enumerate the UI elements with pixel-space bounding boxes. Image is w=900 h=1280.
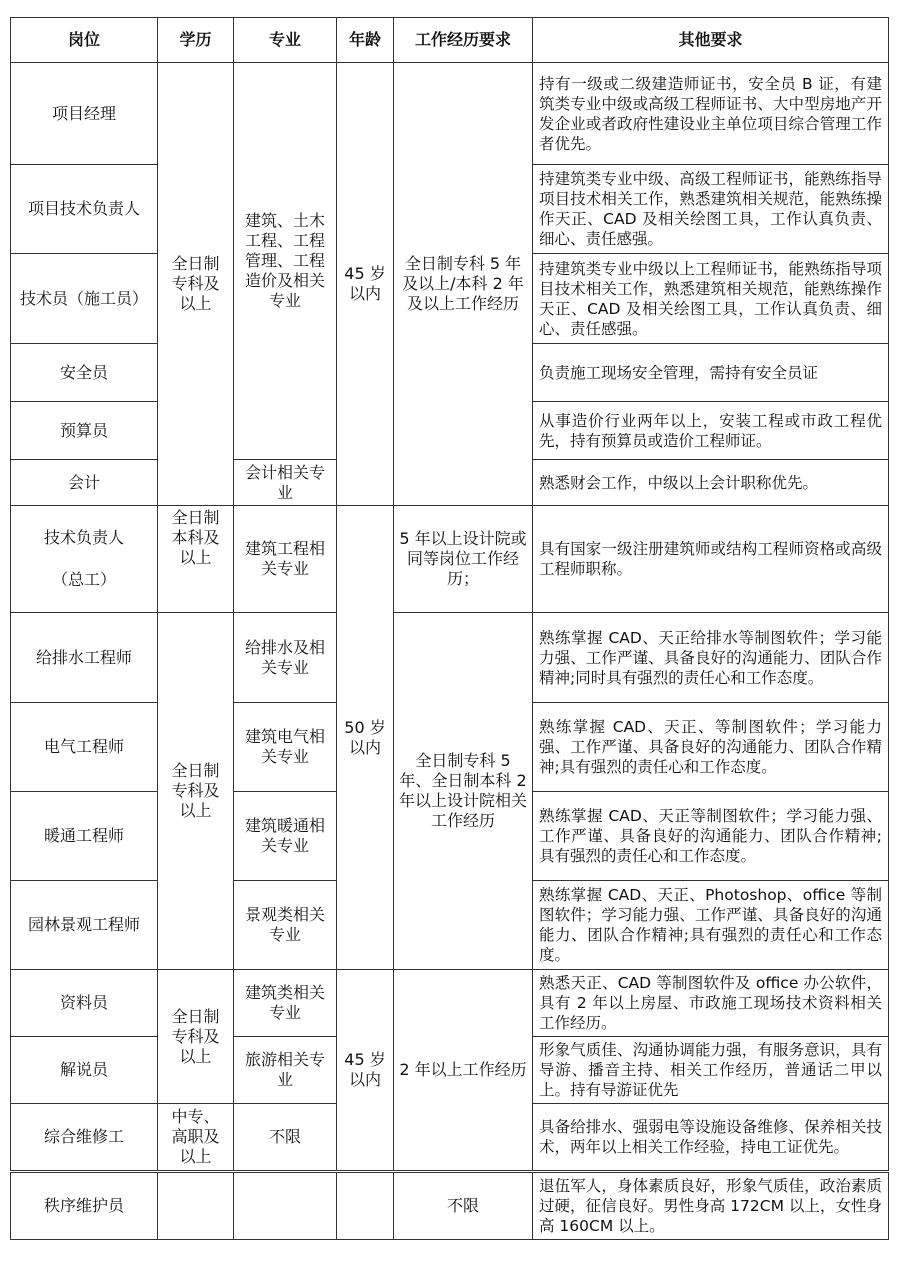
- table-row: [11, 506, 889, 613]
- education-cell: 全日制专科及以上: [158, 613, 234, 970]
- education-cell: [158, 1172, 234, 1240]
- other-cell: 持建筑类专业中级、高级工程师证书，能熟练指导项目技术相关工作，熟悉建筑相关规范，能熟练操作天正、CAD 及相关绘图工具，工作认真负责、细心、责任感强。: [533, 165, 889, 254]
- position-line: （总工）: [51, 570, 116, 589]
- position-cell: 资料员: [11, 970, 158, 1037]
- major-cell: 景观类相关专业: [234, 881, 337, 970]
- header-age: 年龄: [337, 18, 394, 63]
- major-cell: 建筑、土木工程、工程管理、工程造价及相关专业: [234, 63, 337, 460]
- other-cell: 形象气质佳、沟通协调能力强，有服务意识，具有导游、播音主持、相关工作经历，普通话二甲以上。持有导游证优先: [533, 1037, 889, 1104]
- other-cell: 持有一级或二级建造师证书，安全员 B 证，有建筑类专业中级或高级工程师证书、大中型房地产开发企业或者政府性建设业主单位项目综合管理工作者优先。: [533, 63, 889, 165]
- position-cell: 项目经理: [11, 63, 158, 165]
- other-cell: 负责施工现场安全管理，需持有安全员证: [533, 344, 889, 402]
- other-cell: 从事造价行业两年以上，安装工程或市政工程优先，持有预算员或造价工程师证。: [533, 402, 889, 460]
- age-cell: 50 岁以内: [337, 506, 394, 970]
- major-cell: 建筑电气相关专业: [234, 703, 337, 792]
- experience-cell: 全日制专科 5 年、全日制本科 2 年以上设计院相关工作经历: [394, 613, 533, 970]
- header-experience: 工作经历要求: [394, 18, 533, 63]
- header-row: [11, 18, 889, 63]
- header-education: 学历: [158, 18, 234, 63]
- experience-cell: 2 年以上工作经历: [394, 970, 533, 1172]
- major-cell: 建筑工程相关专业: [234, 506, 337, 613]
- position-cell: 项目技术负责人: [11, 165, 158, 254]
- other-cell: 具备给排水、强弱电等设施设备维修、保养相关技术，两年以上相关工作经验，持电工证优先。: [533, 1104, 889, 1172]
- age-cell: 45 岁以内: [337, 970, 394, 1172]
- position-cell: 会计: [11, 460, 158, 506]
- position-cell: 暖通工程师: [11, 792, 158, 881]
- position-cell: 安全员: [11, 344, 158, 402]
- major-cell: 会计相关专业: [234, 460, 337, 506]
- age-cell: 45 岁以内: [337, 63, 394, 506]
- position-cell: 综合维修工: [11, 1104, 158, 1172]
- requirements-table: [10, 17, 889, 1240]
- major-cell: 建筑暖通相关专业: [234, 792, 337, 881]
- other-cell: 熟悉财会工作，中级以上会计职称优先。: [533, 460, 889, 506]
- other-cell: 具有国家一级注册建筑师或结构工程师资格或高级工程师职称。: [533, 506, 889, 613]
- header-major: 专业: [234, 18, 337, 63]
- other-cell: 熟练掌握 CAD、天正给排水等制图软件；学习能力强、工作严谨、具备良好的沟通能力、团队合作精神;同时具有强烈的责任心和工作态度。: [533, 613, 889, 703]
- table-row: [11, 63, 889, 165]
- age-cell: [337, 1172, 394, 1240]
- table-row: [11, 613, 889, 703]
- position-cell: 电气工程师: [11, 703, 158, 792]
- table-row: [11, 1172, 889, 1240]
- experience-cell: 不限: [394, 1172, 533, 1240]
- experience-cell: 5 年以上设计院或同等岗位工作经历；: [394, 506, 533, 613]
- major-cell: 不限: [234, 1104, 337, 1172]
- education-cell: 全日制专科及以上: [158, 970, 234, 1104]
- other-cell: 持建筑类专业中级以上工程师证书，能熟练指导项目技术相关工作，熟悉建筑相关规范，能熟练操作天正、CAD 及相关绘图工具，工作认真负责、细心、责任感强。: [533, 254, 889, 344]
- other-cell: 退伍军人，身体素质良好，形象气质佳，政治素质过硬，征信良好。男性身高 172CM 以上，女性身高 160CM 以上。: [533, 1172, 889, 1240]
- position-cell: 给排水工程师: [11, 613, 158, 703]
- other-cell: 熟练掌握 CAD、天正等制图软件；学习能力强、工作严谨、具备良好的沟通能力、团队合作精神;具有强烈的责任心和工作态度。: [533, 792, 889, 881]
- major-cell: 给排水及相关专业: [234, 613, 337, 703]
- education-cell: 全日制本科及以上: [158, 506, 234, 613]
- education-cell: 全日制专科及以上: [158, 63, 234, 506]
- header-other: 其他要求: [533, 18, 889, 63]
- major-cell: 建筑类相关专业: [234, 970, 337, 1037]
- position-cell: 秩序维护员: [11, 1172, 158, 1240]
- position-cell: 解说员: [11, 1037, 158, 1104]
- position-cell: 技术员（施工员）: [11, 254, 158, 344]
- experience-cell: 全日制专科 5 年及以上/本科 2 年及以上工作经历: [394, 63, 533, 506]
- other-cell: 熟练掌握 CAD、天正、等制图软件；学习能力强、工作严谨、具备良好的沟通能力、团队合作精神;具有强烈的责任心和工作态度。: [533, 703, 889, 792]
- table-row: [11, 970, 889, 1037]
- header-position: 岗位: [11, 18, 158, 63]
- major-cell: [234, 1172, 337, 1240]
- position-cell: 预算员: [11, 402, 158, 460]
- major-cell: 旅游相关专业: [234, 1037, 337, 1104]
- position-cell: 园林景观工程师: [11, 881, 158, 970]
- other-cell: 熟练掌握 CAD、天正、Photoshop、office 等制图软件；学习能力强、工作严谨、具备良好的沟通能力、团队合作精神;具有强烈的责任心和工作态度。: [533, 881, 889, 970]
- position-line: 技术负责人: [43, 528, 124, 547]
- other-cell: 熟悉天正、CAD 等制图软件及 office 办公软件，具有 2 年以上房屋、市政施工现场技术资料相关工作经历。: [533, 970, 889, 1037]
- education-cell: 中专、高职及以上: [158, 1104, 234, 1172]
- position-cell: [11, 506, 158, 613]
